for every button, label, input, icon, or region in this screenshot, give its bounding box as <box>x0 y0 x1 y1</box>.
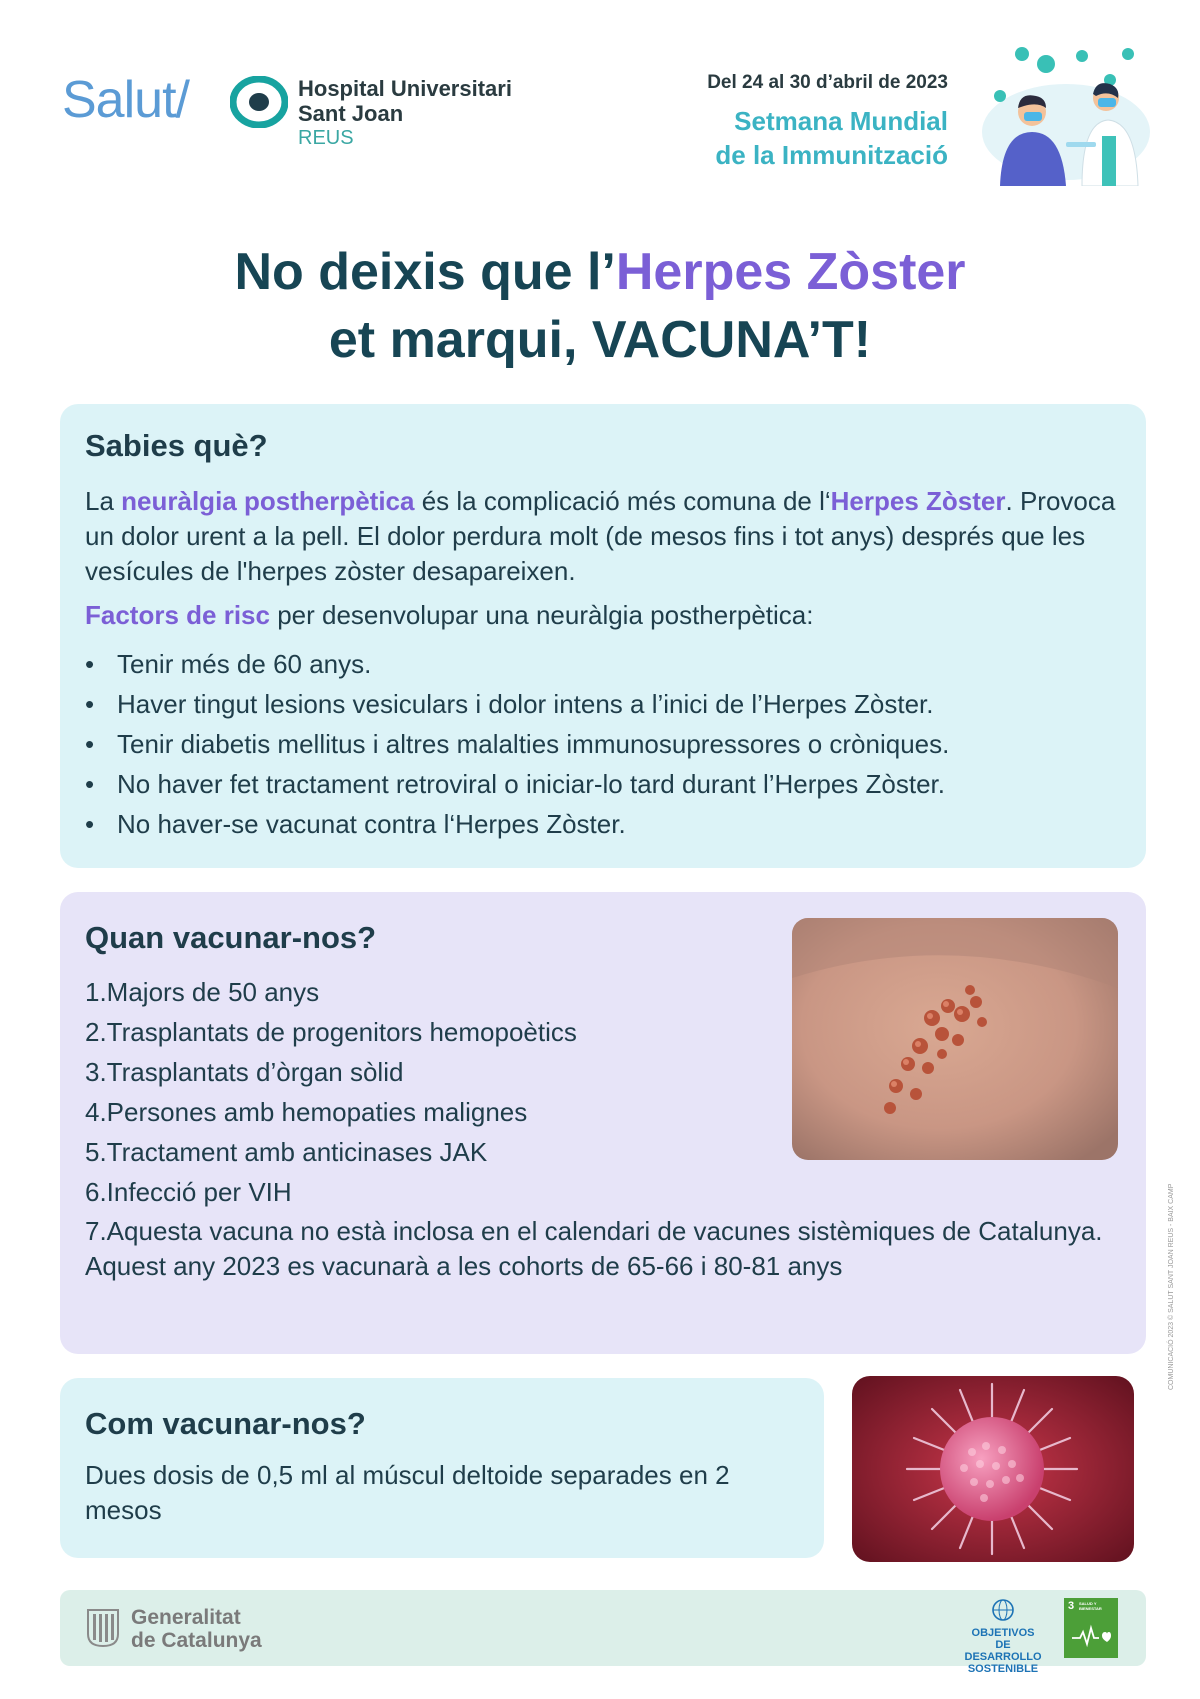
ods-line1: OBJETIVOS <box>971 1627 1035 1639</box>
risk-factors-list <box>85 644 1125 844</box>
list-item: 7.Aquesta vacuna no està inclosa en el calendari de vacunes sistèmiques de Catalunya. Aquest any 2023 es vacunarà a les cohorts de 65-66 i 80-81 anys <box>85 1216 1103 1281</box>
section-com-vacunar <box>60 1378 824 1558</box>
ods-line3: SOSTENIBLE <box>967 1663 1039 1675</box>
generalitat-name <box>131 1606 262 1652</box>
sdg3-badge <box>1064 1598 1118 1658</box>
section3-text: Dues dosis de 0,5 ml al múscul deltoide separades en 2 mesos <box>85 1460 730 1525</box>
hospital-logo-icon <box>230 76 288 128</box>
sdg-number: 3 <box>1068 1600 1075 1612</box>
list-item: • Tenir diabetis mellitus i altres malalties immunosupressores o cròniques. <box>85 724 1125 764</box>
list-item: • Haver tingut lesions vesiculars i dolor intens a l’inici de l’Herpes Zòster. <box>85 684 1125 724</box>
list-item: 1.Majors de 50 anys <box>85 977 320 1007</box>
list-item: • No haver fet tractament retroviral o iniciar-lo tard durant l’Herpes Zòster. <box>85 764 1125 804</box>
list-item: • No haver-se vacunat contra l‘Herpes Zòster. <box>85 804 1125 844</box>
p1-c: és la complicació més comuna de l‘ <box>414 486 831 516</box>
heartbeat-icon <box>1071 1624 1111 1648</box>
p2-b: per desenvolupar una neuràlgia postherpètica: <box>269 600 814 630</box>
section2-heading: Quan vacunar-nos? <box>85 920 377 955</box>
title-line2: et marqui, VACUNA’T! <box>328 311 872 369</box>
list-item: • Tenir més de 60 anys. <box>85 644 1125 684</box>
week-name-line2: de la Immunització <box>715 140 948 170</box>
week-dates: Del 24 al 30 d’abril de 2023 <box>707 72 948 93</box>
ods-logo <box>962 1598 1044 1675</box>
hospital-city: REUS <box>298 127 354 149</box>
gen-line1: Generalitat <box>131 1606 241 1629</box>
p1-a: La <box>85 486 122 516</box>
title-part1: No deixis que l’ <box>234 243 616 301</box>
hospital-name-line1: Hospital Universitari <box>298 76 512 101</box>
list-item: 6.Infecció per VIH <box>85 1177 292 1207</box>
salut-logo-text: Salut/ <box>62 71 189 129</box>
sdg-label: SALUD Y BIENESTAR <box>1079 1601 1102 1611</box>
list-item: 2.Trasplantats de progenitors hemopoètics <box>85 1017 577 1047</box>
immunization-week <box>707 72 948 172</box>
generalitat-logo-icon <box>86 1608 120 1648</box>
side-credit: COMUNICACIÓ 2023 © SALUT SANT JOAN REUS - BAIX CAMP <box>1168 1183 1175 1390</box>
ods-line2: DE DESARROLLO <box>964 1639 1042 1663</box>
list-item: 4.Persones amb hemopaties malignes <box>85 1097 528 1127</box>
p2-a: Factors de risc <box>85 600 270 630</box>
gen-line2: de Catalunya <box>131 1629 262 1652</box>
section3-heading: Com vacunar-nos? <box>85 1406 366 1441</box>
skin-rash-image <box>792 918 1118 1160</box>
title-highlight: Herpes Zòster <box>615 243 966 301</box>
un-emblem-icon <box>990 1598 1016 1622</box>
p1-d: Herpes Zòster <box>830 486 1006 516</box>
vaccination-illustration-icon <box>980 40 1162 186</box>
virus-image <box>852 1376 1134 1562</box>
hospital-name <box>298 76 512 151</box>
hospital-name-line2: Sant Joan <box>298 101 404 126</box>
week-name-line1: Setmana Mundial <box>734 106 948 136</box>
list-item: 3.Trasplantats d’òrgan sòlid <box>85 1057 404 1087</box>
p1-e: . Provoca un dolor urent a la pell. El dolor perdura molt (de mesos fins i tot anys) després que les vesícules de l'herpes zòster desapareixen. <box>85 486 1116 586</box>
list-item: 5.Tractament amb anticinases JAK <box>85 1137 488 1167</box>
p1-b: neuràlgia postherpètica <box>121 486 415 516</box>
risk-factors-intro <box>85 598 1125 633</box>
page-title <box>0 238 1200 374</box>
section-sabies-que <box>60 404 1146 868</box>
section1-heading: Sabies què? <box>85 428 268 463</box>
section1-paragraph <box>85 484 1125 589</box>
